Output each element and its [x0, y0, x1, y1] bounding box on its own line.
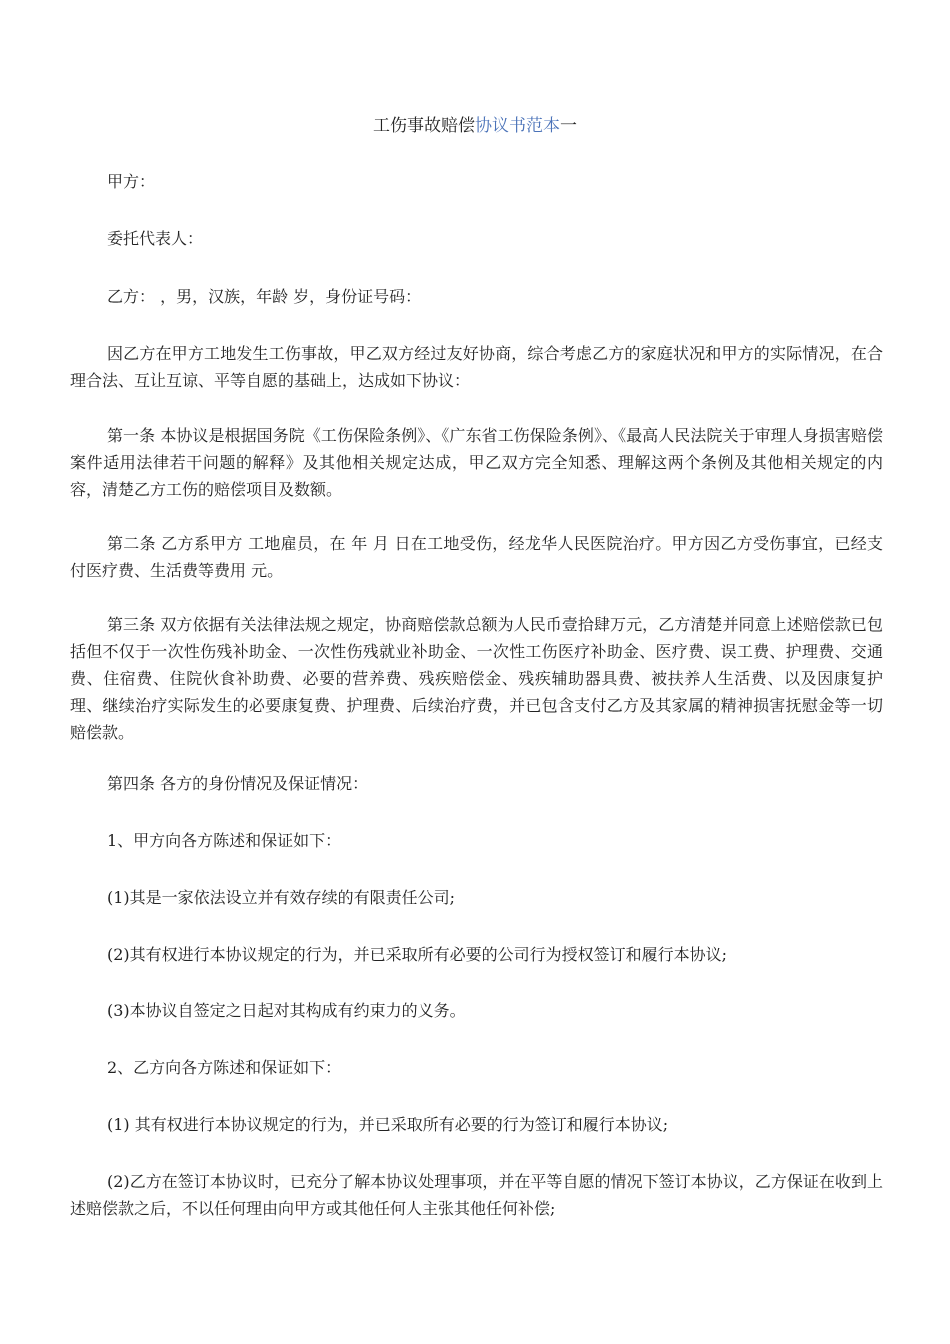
party-a-line: 甲方： [107, 172, 156, 191]
party-b-warranty-heading: 2、乙方向各方陈述和保证如下： [107, 1058, 342, 1077]
article-3: 第三条 双方依据有关法律法规之规定，协商赔偿款总额为人民币壹拾肆万元，乙方清楚并同意上述赔偿款已包括但不仅于一次性伤残补助金、一次性伤残就业补助金、一次性工伤医疗补助金、医疗费、误工费、护理费、交通费、住宿费、住院伙食补助费、必要的营养费、残疾赔偿金、残疾辅助器具费、被扶养人生活费、以及因康复护理、继续治疗实际发生的必要康复费、护理费、后续治疗费，并已包含支付乙方及其家属的精神损害抚慰金等一切赔偿款。 [70, 615, 883, 742]
article-1: 第一条 本协议是根据国务院《工伤保险条例》、《广东省工伤保险条例》、《最高人民法院关于审理人身损害赔偿案件适用法律若干问题的解释》及其他相关规定达成，甲乙双方完全知悉、理解这两个条例及其他相关规定的内容，清楚乙方工伤的赔偿项目及数额。 [70, 426, 883, 499]
article-4: 第四条 各方的身份情况及保证情况： [107, 774, 369, 793]
title-text: 工伤事故赔偿 [373, 116, 475, 136]
party-a-warranty-heading: 1、甲方向各方陈述和保证如下： [107, 831, 342, 850]
party-b-line: 乙方： ，男，汉族，年龄 岁，身份证号码： [107, 287, 422, 306]
title-suffix: 一 [560, 116, 577, 136]
representative-line: 委托代表人： [107, 229, 204, 248]
intro-paragraph: 因乙方在甲方工地发生工伤事故，甲乙双方经过友好协商，综合考虑乙方的家庭状况和甲方的实际情况，在合理合法、互让互谅、平等自愿的基础上，达成如下协议： [70, 344, 883, 390]
party-a-warranty-item-3: (3)本协议自签定之日起对其构成有约束力的义务。 [107, 1001, 466, 1020]
party-a-warranty-item-2: (2)其有权进行本协议规定的行为，并已采取所有必要的公司行为授权签订和履行本协议; [107, 945, 728, 964]
party-a-warranty-item-1: (1)其是一家依法设立并有效存续的有限责任公司; [107, 888, 456, 907]
title-link[interactable]: 协议书范本 [475, 116, 560, 136]
party-b-warranty-item-1: (1) 其有权进行本协议规定的行为，并已采取所有必要的行为签订和履行本协议; [107, 1115, 669, 1134]
party-b-warranty-item-2: (2)乙方在签订本协议时，已充分了解本协议处理事项，并在平等自愿的情况下签订本协议，乙方保证在收到上述赔偿款之后，不以任何理由向甲方或其他任何人主张其他任何补偿; [70, 1172, 883, 1218]
article-2: 第二条 乙方系甲方 工地雇员，在 年 月 日在工地受伤，经龙华人民医院治疗。甲方因乙方受伤事宜，已经支付医疗费、生活费等费用 元。 [70, 534, 883, 580]
document-title [0, 114, 950, 138]
